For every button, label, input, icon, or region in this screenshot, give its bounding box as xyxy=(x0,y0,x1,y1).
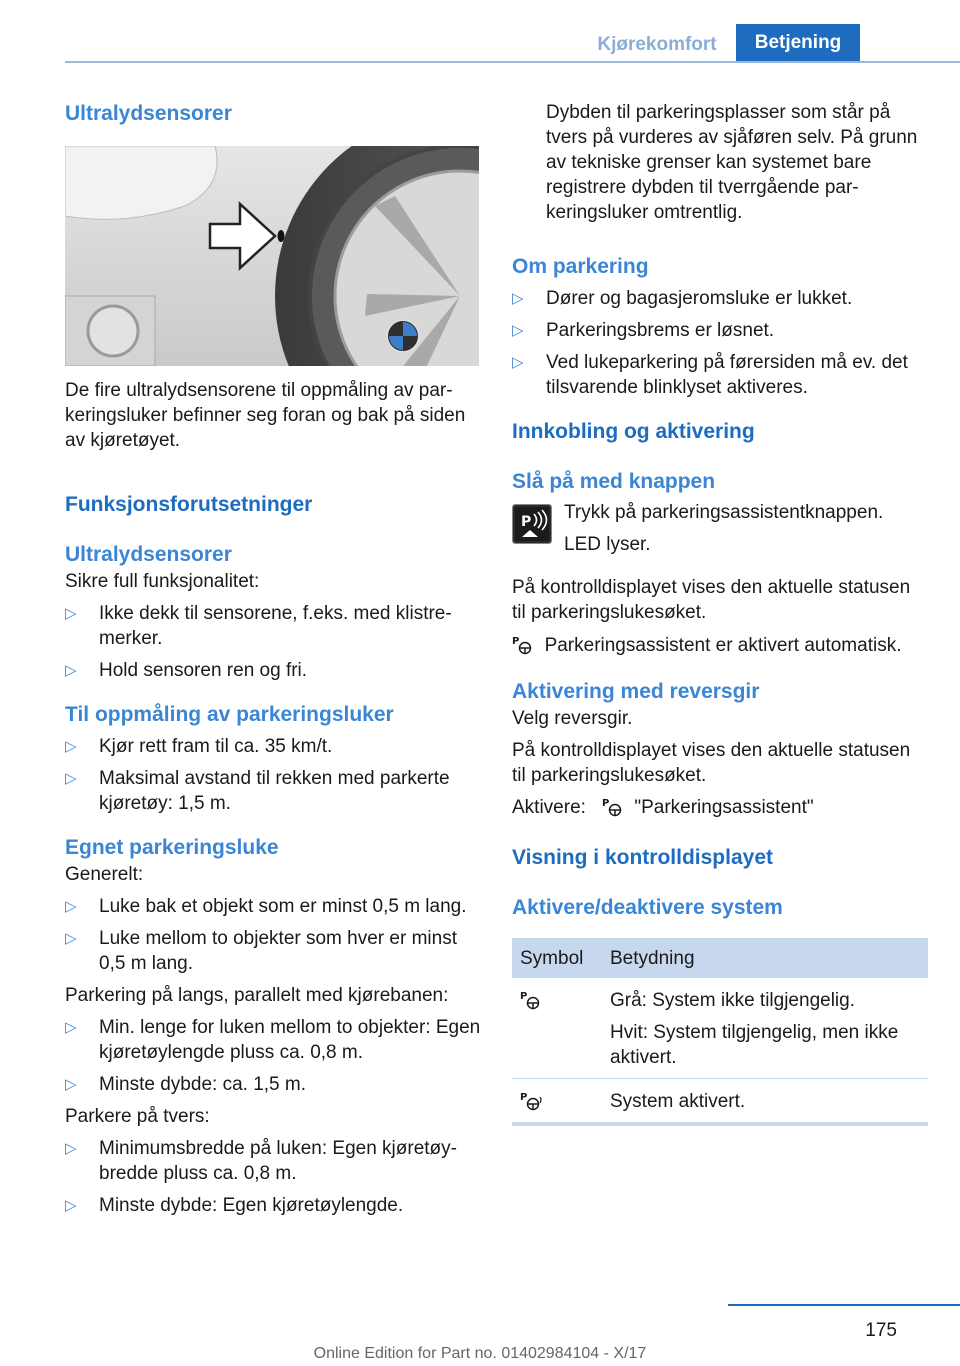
meaning-active: System aktivert. xyxy=(610,1091,746,1112)
page-number: 175 xyxy=(865,1320,897,1341)
svg-text:P: P xyxy=(601,798,610,809)
slaa-text-2: LED lyser. xyxy=(564,534,651,555)
auto-activation-line xyxy=(512,633,928,658)
dybde-text: Dybden til parkeringsplasser som står på tvers på vurderes av sjåføren selv. På grunn av tekniske grenser kan systemet bare registrere dybden til tverrgående parkeringsluker omtrentlig. xyxy=(546,102,918,223)
col-betydning: Betydning xyxy=(602,938,928,978)
aktivere-label: Aktivere: xyxy=(512,797,586,818)
list-item: ▷ Dører og bagasjeromsluke er lukket. xyxy=(512,288,853,309)
list-item: ▷ Hold sensoren ren og fri. xyxy=(65,660,308,681)
heading-om-parkering: Om parkering xyxy=(512,255,649,278)
svg-text:P: P xyxy=(520,1092,528,1103)
generelt-label: Generelt: xyxy=(65,864,144,885)
om-list xyxy=(512,286,928,400)
triangle-bullet-icon: ▷ xyxy=(65,1019,77,1036)
list-item: ▷ Minste dybde: Egen kjøretøylengde. xyxy=(65,1195,404,1216)
list-item: ▷ Luke bak et objekt som er minst 0,5 m lang. xyxy=(65,896,467,917)
heading-ultralydsensorer-2: Ultralydsensorer xyxy=(65,543,232,566)
list-item: ▷ Minimumsbredde på luken: Egen kjøretøybredde pluss ca. 0,8 m. xyxy=(65,1138,457,1184)
left-column xyxy=(65,100,481,1225)
button-instruction xyxy=(512,500,928,557)
triangle-bullet-icon: ▷ xyxy=(65,1140,77,1157)
triangle-bullet-icon: ▷ xyxy=(65,662,77,679)
sensor-photo xyxy=(65,146,479,366)
header-rule xyxy=(65,61,960,63)
revers-text-1: Velg reversgir. xyxy=(512,708,633,729)
park-assist-icon xyxy=(602,795,624,817)
header-section-tab: Kjørekomfort xyxy=(597,34,717,55)
table-row xyxy=(512,1079,928,1125)
heading-ultralydsensorer: Ultralydsensorer xyxy=(65,102,232,125)
list-item: ▷ Parkeringsbrems er løsnet. xyxy=(512,320,775,341)
heading-egnet: Egnet parkeringsluke xyxy=(65,836,279,859)
tvers-label: Parkere på tvers: xyxy=(65,1106,210,1127)
page-number-rule xyxy=(728,1304,960,1306)
heading-funksjonsforutsetninger: Funksjonsforutsetninger xyxy=(65,493,313,516)
list-item: ▷ Maksimal avstand til rekken med parkerte kjøretøy: 1,5 m. xyxy=(65,768,450,814)
table-header-row xyxy=(512,938,928,978)
aktivere-value: "Parkeringsassistent" xyxy=(634,797,814,818)
photo-caption: De fire ultralydsensorene til oppmåling av parkeringsluker befinner seg foran og bak på siden av kjøretøyet. xyxy=(65,380,466,451)
list-item: ▷ Luke mellom to objekter som hver er minst 0,5 m lang. xyxy=(65,928,457,974)
symbol-table xyxy=(512,938,928,1126)
triangle-bullet-icon: ▷ xyxy=(65,770,77,787)
svg-text:P: P xyxy=(521,514,532,530)
symbol-cell xyxy=(512,978,602,1079)
aktivere-line xyxy=(512,795,928,820)
ultra-intro: Sikre full funksjonalitet: xyxy=(65,571,260,592)
heading-aktivere-deaktivere: Aktivere/deaktivere system xyxy=(512,896,783,919)
list-item: ▷ Minste dybde: ca. 1,5 m. xyxy=(65,1074,306,1095)
park-assist-icon xyxy=(512,633,534,655)
triangle-bullet-icon: ▷ xyxy=(65,1076,77,1093)
svg-text:P: P xyxy=(520,991,528,1002)
oppm-list xyxy=(65,734,481,816)
triangle-bullet-icon: ▷ xyxy=(65,605,77,622)
generelt-list xyxy=(65,894,481,976)
heading-visning: Visning i kontrolldisplayet xyxy=(512,846,773,869)
table-row xyxy=(512,978,928,1079)
svg-text:P: P xyxy=(512,636,520,647)
park-assist-active-icon xyxy=(520,1089,542,1111)
triangle-bullet-icon: ▷ xyxy=(65,898,77,915)
triangle-bullet-icon: ▷ xyxy=(65,1197,77,1214)
revers-text-2: På kontrolldisplayet vises den aktuelle statusen til parkeringslukesøket. xyxy=(512,740,911,786)
triangle-bullet-icon: ▷ xyxy=(512,354,524,371)
meaning-cell xyxy=(602,1079,928,1125)
heading-innkobling: Innkobling og aktivering xyxy=(512,420,755,443)
heading-slaa-paa: Slå på med knappen xyxy=(512,470,716,493)
list-item: ▷ Ved lukeparkering på førersiden må ev. det tilsvarende blinklyset aktiveres. xyxy=(512,352,908,398)
triangle-bullet-icon: ▷ xyxy=(512,322,524,339)
col-symbol: Symbol xyxy=(512,938,602,978)
triangle-bullet-icon: ▷ xyxy=(65,738,77,755)
heading-oppmaling: Til oppmåling av parkeringsluker xyxy=(65,703,394,726)
auto-text: Parkeringsassistent er aktivert automatisk. xyxy=(544,635,902,656)
kontroll-text: På kontrolldisplayet vises den aktuelle statusen til parkeringslukesøket. xyxy=(512,577,911,623)
slaa-text-1: Trykk på parkeringsassistentknappen. xyxy=(564,502,884,523)
header-chapter-tab: Betjening xyxy=(736,24,860,61)
footer-edition: Online Edition for Part no. 01402984104 - X/17 xyxy=(313,1345,647,1362)
park-assist-button-icon xyxy=(512,504,552,544)
list-item: ▷ Kjør rett fram til ca. 35 km/t. xyxy=(65,736,333,757)
symbol-cell xyxy=(512,1079,602,1125)
ultra-list xyxy=(65,601,481,683)
meaning-cell xyxy=(602,978,928,1079)
triangle-bullet-icon: ▷ xyxy=(512,290,524,307)
triangle-bullet-icon: ▷ xyxy=(65,930,77,947)
list-item: ▷ Ikke dekk til sensorene, f.eks. med klistremerker. xyxy=(65,603,452,649)
meaning-grey: Grå: System ikke tilgjengelig. xyxy=(610,990,855,1011)
langs-label: Parkering på langs, parallelt med kjørebanen: xyxy=(65,985,449,1006)
list-item: ▷ Min. lenge for luken mellom to objekter: Egen kjøretøylengde pluss ca. 0,8 m. xyxy=(65,1017,481,1063)
langs-list xyxy=(65,1015,481,1097)
heading-reversgir: Aktivering med reversgir xyxy=(512,680,760,703)
tvers-list xyxy=(65,1136,481,1218)
right-column xyxy=(512,100,928,1126)
meaning-white: Hvit: System tilgjengelig, men ikke aktivert. xyxy=(610,1022,899,1068)
park-assist-icon xyxy=(520,988,542,1010)
